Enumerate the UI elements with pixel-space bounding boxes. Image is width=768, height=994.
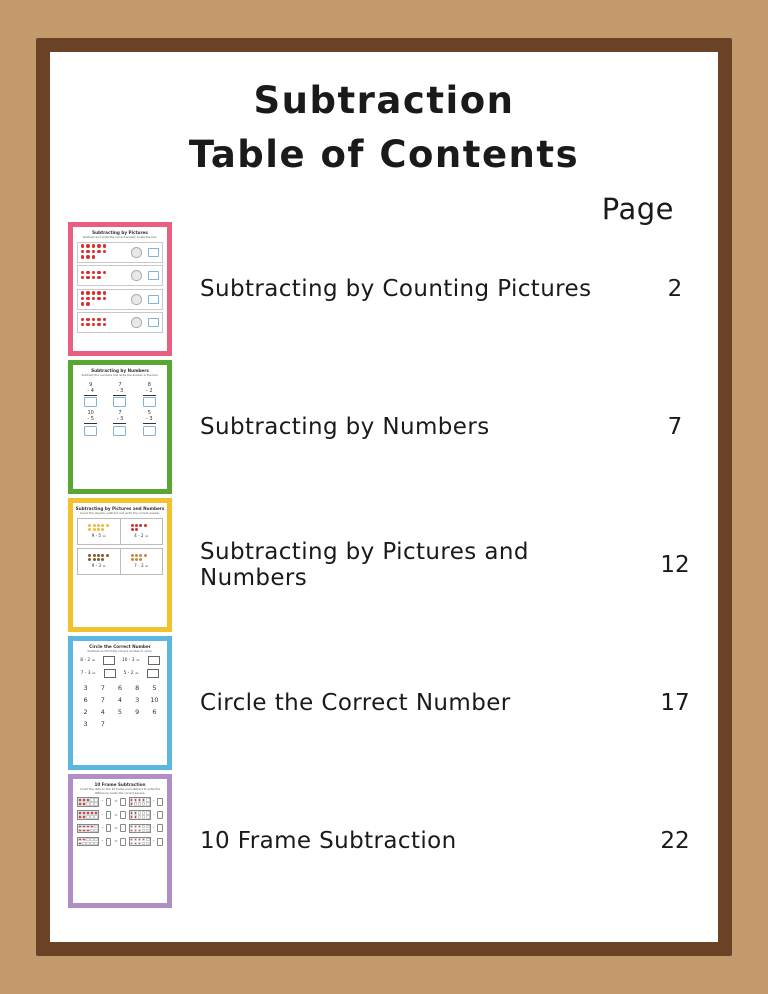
page-title-line1: Subtraction xyxy=(253,79,515,122)
ten-frame-icon xyxy=(77,824,99,834)
picture-problem xyxy=(78,519,121,544)
toc-entry-page: 22 xyxy=(660,828,690,854)
subtraction-problem xyxy=(78,382,103,408)
thumb-strip xyxy=(77,265,163,286)
answer-box xyxy=(148,656,160,665)
thumb-body xyxy=(73,380,167,438)
thumb-subtitle: Subtract and find the correct number to circle. xyxy=(87,648,153,653)
answer-box xyxy=(143,397,156,407)
toc-row[interactable] xyxy=(50,220,718,358)
subtraction-problem xyxy=(107,382,132,408)
answer-box xyxy=(157,824,163,832)
equation: 7 - 3 = xyxy=(80,670,96,676)
answer-box xyxy=(106,838,112,846)
equation: 10 - 3 = xyxy=(121,657,140,663)
ten-frame-row: - = - xyxy=(77,824,163,834)
equation: 4 - 2 = xyxy=(134,532,149,538)
answer-box xyxy=(157,798,163,806)
answer-box xyxy=(84,426,97,436)
thumb-body xyxy=(73,656,167,728)
answer-box xyxy=(148,271,159,280)
dot-group-icon xyxy=(88,524,109,531)
thumb-title: 10 Frame Subtraction xyxy=(94,782,146,787)
thumb-panel xyxy=(77,548,163,575)
equation-row xyxy=(77,669,163,678)
ten-frame-row: - = - xyxy=(77,837,163,847)
subtraction-problem xyxy=(78,410,103,436)
equation: 7 - 3 = xyxy=(134,562,149,568)
thumb-strip xyxy=(77,289,163,310)
apple-icon xyxy=(131,270,142,281)
apple-icon xyxy=(131,247,142,258)
thumb-title: Subtracting by Pictures and Numbers xyxy=(75,506,165,511)
answer-box xyxy=(120,811,126,819)
subtrahend: - 2 xyxy=(146,387,153,394)
grid-number: 4 xyxy=(100,707,105,716)
answer-box xyxy=(120,838,126,846)
thumb-body xyxy=(73,797,167,846)
worksheet-thumbnail-ten-frame xyxy=(68,774,172,908)
answer-box xyxy=(84,397,97,407)
equation: 9 - 3 = xyxy=(91,562,106,568)
document-page xyxy=(50,52,718,942)
thumb-title: Subtracting by Pictures xyxy=(92,230,148,235)
toc-row[interactable] xyxy=(50,772,718,910)
ten-frame-icon xyxy=(77,810,99,820)
thumb-subtitle: Subtract and write the correct answer inside the box. xyxy=(82,234,158,239)
answer-box xyxy=(120,824,126,832)
dot-group-icon xyxy=(81,271,107,281)
picture-problem xyxy=(121,519,163,544)
grid-number: 5 xyxy=(117,707,123,716)
page-column-header: Page xyxy=(601,192,674,226)
answer-box xyxy=(143,426,156,436)
thumbnail-cell xyxy=(50,222,190,356)
thumb-strip xyxy=(77,312,163,333)
apple-icon xyxy=(131,294,142,305)
equation-row xyxy=(77,656,163,665)
thumb-strip xyxy=(77,242,163,263)
toc-entry-title: 10 Frame Subtraction xyxy=(200,828,457,854)
ten-frame-icon xyxy=(77,837,99,847)
thumb-subtitle: Count the dots on the 10 frame and subtract to write the difference inside the correct square. xyxy=(80,786,160,795)
answer-box xyxy=(106,824,112,832)
worksheet-thumbnail-counting-pictures xyxy=(68,222,172,356)
grid-number: 2 xyxy=(83,707,88,716)
answer-box xyxy=(106,811,112,819)
grid-number: 4 xyxy=(117,695,123,704)
equation: 9 - 5 = xyxy=(91,532,106,538)
thumb-subtitle: Subtract the numbers and write the answer in the box. xyxy=(81,372,159,377)
grid-number: 7 xyxy=(100,695,105,704)
dot-group-icon xyxy=(88,554,109,561)
page-title-line2: Table of Contents xyxy=(188,132,580,176)
toc-entry-title: Subtracting by Numbers xyxy=(200,414,490,440)
subtrahend: - 4 xyxy=(87,387,94,394)
thumbnail-cell xyxy=(50,498,190,632)
thumb-subtitle: Count the objects, subtract and write the correct answer. xyxy=(80,510,160,515)
thumbnail-cell xyxy=(50,636,190,770)
answer-box xyxy=(157,811,163,819)
answer-box xyxy=(120,798,126,806)
subtrahend: - 3 xyxy=(146,416,153,423)
grid-number: 9 xyxy=(135,707,140,716)
toc-entry-page: 2 xyxy=(667,276,683,302)
thumb-title: Subtracting by Numbers xyxy=(91,368,149,373)
dot-group-icon xyxy=(131,524,152,531)
thumbnail-cell xyxy=(50,774,190,908)
thumb-title: Circle the Correct Number xyxy=(89,644,151,649)
answer-box xyxy=(104,669,116,678)
answer-box xyxy=(148,248,159,257)
toc-entry-page: 17 xyxy=(660,690,690,716)
answer-box xyxy=(106,798,112,806)
toc-row[interactable] xyxy=(50,358,718,496)
answer-box xyxy=(103,656,115,665)
minuend: 9 xyxy=(89,381,93,388)
thumb-body xyxy=(73,518,167,575)
thumb-body xyxy=(73,242,167,334)
toc-entry-title: Circle the Correct Number xyxy=(200,690,511,716)
subtrahend: - 5 xyxy=(87,416,94,423)
picture-problem xyxy=(78,549,121,574)
equation: 5 - 2 = xyxy=(123,670,139,676)
grid-number: 3 xyxy=(135,695,140,704)
answer-box xyxy=(147,669,159,678)
dot-group-icon xyxy=(81,318,107,328)
number-grid xyxy=(77,684,163,728)
minuend: 5 xyxy=(147,410,151,416)
grid-number: 6 xyxy=(83,695,88,704)
grid-number: 7 xyxy=(100,683,105,692)
answer-box xyxy=(157,838,163,846)
grid-number: 3 xyxy=(83,719,88,728)
minuend: 7 xyxy=(118,410,122,416)
title-block xyxy=(50,52,718,181)
toc-row[interactable] xyxy=(50,634,718,772)
toc-entry-page: 7 xyxy=(667,414,683,440)
subtraction-problem xyxy=(137,382,162,408)
ten-frame-icon xyxy=(129,797,151,807)
answer-box xyxy=(148,295,159,304)
answer-box xyxy=(148,318,159,327)
worksheet-thumbnail-subtracting-numbers xyxy=(68,360,172,494)
picture-problem xyxy=(121,549,163,574)
ten-frame-icon xyxy=(129,824,151,834)
minuend: 10 xyxy=(87,410,94,416)
dot-group-icon xyxy=(81,244,107,259)
grid-number: 8 xyxy=(135,683,140,692)
dot-group-icon xyxy=(131,554,152,561)
answer-box xyxy=(113,397,126,407)
toc-entry-page: 12 xyxy=(660,552,690,578)
ten-frame-row: - = - xyxy=(77,810,163,820)
subtrahend: - 3 xyxy=(116,387,124,394)
equation: 8 - 2 = xyxy=(80,657,96,663)
grid-number: 6 xyxy=(152,707,157,716)
ten-frame-icon xyxy=(129,837,151,847)
toc-entry-title: Subtracting by Counting Pictures xyxy=(200,276,592,302)
toc-row[interactable] xyxy=(50,496,718,634)
thumb-panel xyxy=(77,518,163,545)
ten-frame-icon xyxy=(129,810,151,820)
grid-number: 10 xyxy=(150,695,159,704)
minuend: 7 xyxy=(118,381,122,388)
ten-frame-icon xyxy=(77,797,99,807)
toc-entry-title: Subtracting by Pictures and Numbers xyxy=(200,539,529,591)
subtraction-problem xyxy=(137,410,162,436)
subtrahend: - 3 xyxy=(116,416,124,423)
document-frame xyxy=(36,38,732,956)
worksheet-thumbnail-pictures-and-numbers xyxy=(68,498,172,632)
grid-number: 5 xyxy=(152,683,157,692)
grid-number: 6 xyxy=(117,683,123,692)
grid-number: 3 xyxy=(83,683,88,692)
subtraction-problem xyxy=(107,410,132,436)
grid-number: 7 xyxy=(100,719,105,728)
table-of-contents xyxy=(50,220,718,910)
apple-icon xyxy=(131,317,142,328)
ten-frame-row: - = - xyxy=(77,797,163,807)
minuend: 8 xyxy=(147,381,151,388)
dot-group-icon xyxy=(81,291,107,306)
worksheet-thumbnail-circle-correct-number xyxy=(68,636,172,770)
answer-box xyxy=(113,426,126,436)
thumbnail-cell xyxy=(50,360,190,494)
